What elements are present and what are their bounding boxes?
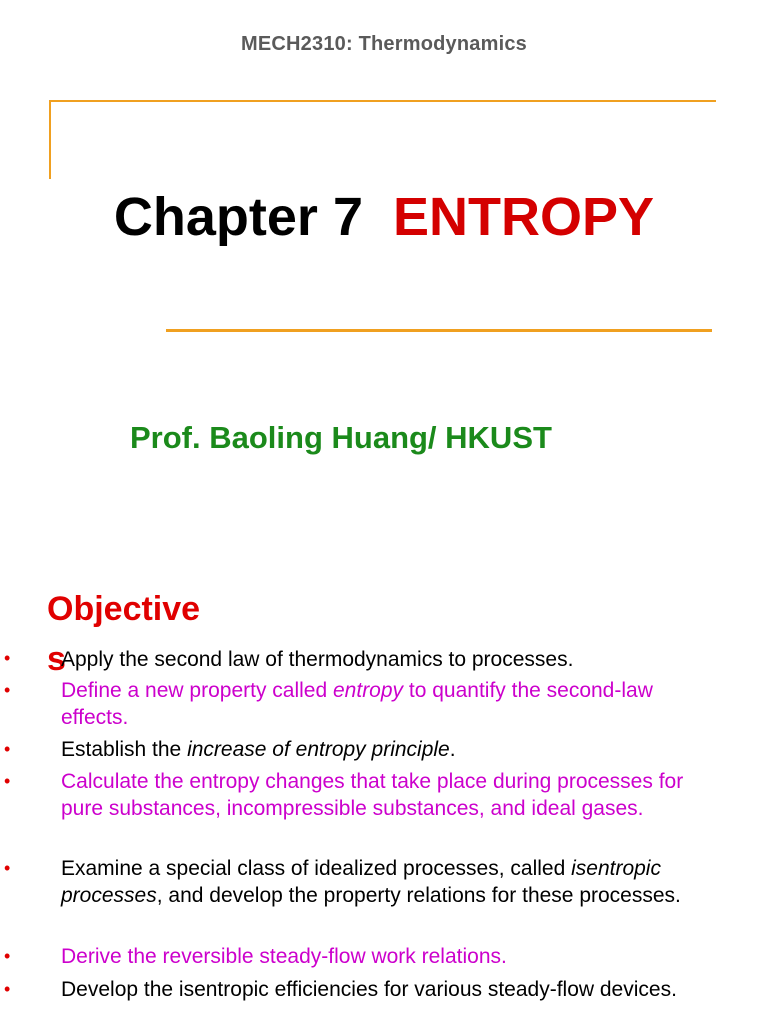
objective-item-1: [61, 646, 701, 673]
bullet-marker: •: [4, 648, 11, 668]
objective-text: Establish the: [61, 738, 188, 761]
objective-emphasis: entropy: [333, 679, 404, 702]
bullet-marker: •: [4, 858, 11, 878]
bullet-marker: •: [4, 680, 11, 700]
chapter-heading: [0, 186, 768, 248]
frame-left-line: [49, 100, 51, 179]
objectives-heading-tail: s: [47, 640, 66, 678]
objective-text: Apply the second law of thermodynamics to processes.: [61, 648, 574, 671]
objective-text: Develop the isentropic efficiencies for various steady-flow devices.: [61, 978, 677, 1001]
bullet-marker: •: [4, 946, 11, 966]
objective-text: Derive the reversible steady-flow work relations.: [61, 945, 507, 968]
bullet-marker: •: [4, 739, 11, 759]
objective-text: to quantify the second-law effects.: [61, 679, 653, 729]
bullet-marker: •: [4, 979, 11, 999]
course-title: MECH2310: Thermodynamics: [240, 33, 527, 55]
objective-item-6: [61, 943, 701, 970]
objective-text: Calculate the entropy changes that take place during processes for pure substances, incompressible substances, and ideal gases.: [61, 770, 684, 820]
objective-item-2: [61, 677, 691, 731]
chapter-topic: ENTROPY: [393, 187, 655, 247]
objective-emphasis: increase of entropy principle: [187, 738, 450, 761]
chapter-label: Chapter 7: [113, 187, 363, 247]
objective-item-4: [61, 768, 701, 822]
objective-item-7: [61, 976, 701, 1003]
frame-top-line: [49, 100, 716, 102]
objectives-heading: Objective: [47, 590, 201, 628]
objective-text: , and develop the property relations for these processes.: [156, 884, 681, 907]
objective-item-5: [61, 855, 681, 909]
objective-text: Examine a special class of idealized processes, called: [61, 857, 572, 880]
objective-item-3: [61, 736, 701, 763]
objective-text: .: [449, 738, 456, 761]
bullet-marker: •: [4, 771, 11, 791]
author-line: Prof. Baoling Huang/ HKUST: [130, 420, 552, 455]
objective-text: Define a new property called: [61, 679, 333, 702]
objective-emphasis: isentropic processes: [61, 857, 661, 907]
frame-bottom-line: [166, 329, 712, 332]
